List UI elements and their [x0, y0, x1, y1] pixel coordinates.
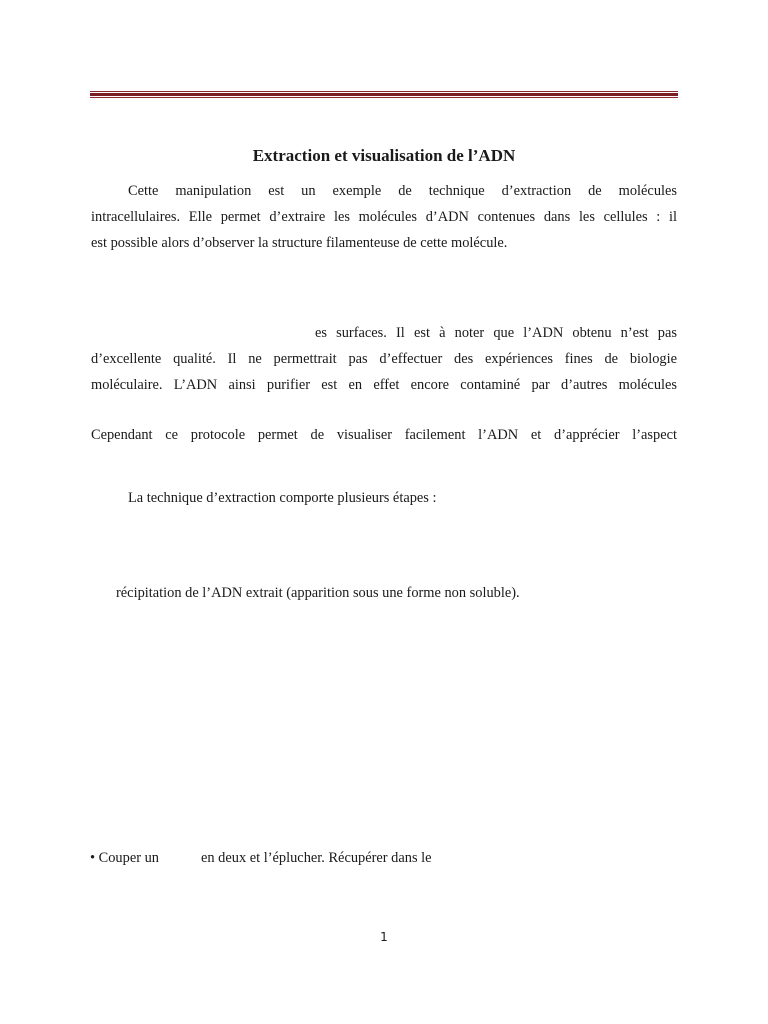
- paragraph-line: moléculaire. L’ADN ainsi purifier est en effet encore contaminé par d’autres molécules: [91, 377, 677, 393]
- header-rule-thin-bottom: [90, 97, 678, 98]
- paragraph-line: d’excellente qualité. Il ne permettrait pas d’effectuer des expériences fines de biologie: [91, 351, 677, 367]
- paragraph-line: intracellulaires. Elle permet d’extraire les molécules d’ADN contenues dans les cellules : il: [91, 209, 677, 225]
- paragraph-line: est possible alors d’observer la structure filamenteuse de cette molécule.: [91, 235, 508, 251]
- header-rule-thin-top: [90, 91, 678, 92]
- page-number: 1: [380, 930, 388, 944]
- header-rule: [90, 91, 678, 97]
- header-rule-thick: [90, 93, 678, 96]
- bullet-line-part1: • Couper un: [90, 850, 159, 866]
- paragraph-quality: [91, 320, 677, 398]
- paragraph-line-technique: La technique d’extraction comporte plusieurs étapes :: [128, 490, 437, 506]
- paragraph-line: es surfaces. Il est à noter que l’ADN obtenu n’est pas: [315, 325, 677, 341]
- paragraph-line: Cette manipulation est un exemple de technique d’extraction de molécules: [128, 183, 677, 199]
- document-title: Extraction et visualisation de l’ADN: [252, 146, 516, 165]
- bullet-line-part2: en deux et l’éplucher. Récupérer dans le: [201, 850, 432, 866]
- paragraph-intro: [91, 178, 677, 256]
- paragraph-line-cependant: Cependant ce protocole permet de visualiser facilement l’ADN et d’apprécier l’aspect: [91, 427, 677, 443]
- bullet-line: [90, 845, 432, 871]
- paragraph-line-precipitation: récipitation de l’ADN extrait (apparition sous une forme non soluble).: [116, 585, 520, 601]
